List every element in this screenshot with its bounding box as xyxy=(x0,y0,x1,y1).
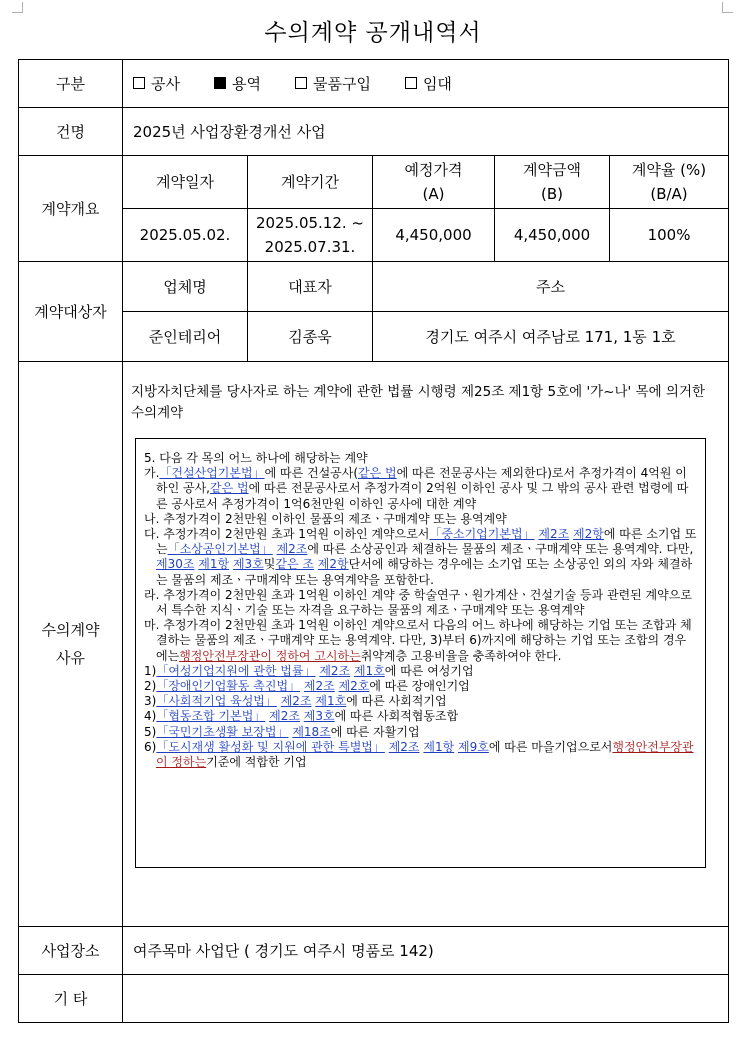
law-reference-link[interactable]: 제2항 xyxy=(317,557,349,572)
disclosure-table xyxy=(18,59,729,1023)
site-label: 사업장소 xyxy=(19,927,123,975)
name-label: 건명 xyxy=(19,108,123,156)
reason-intro: 지방자치단체를 당사자로 하는 계약에 관한 법률 시행령 제25조 제1항 5호에 '가~나' 목에 의거한 수의계약 xyxy=(131,384,706,421)
reason-line: 6)「도시재생 활성화 및 지원에 관한 특별법」 제2조 제1항 제9호에 따른 마을기업으로서행정안전부장관이 정하는기준에 적합한 기업 xyxy=(144,739,694,770)
reason-line: 5)「국민기초생활 보장법」 제18조에 따른 자활기업 xyxy=(144,724,420,739)
reason-label: 수의계약 사유 xyxy=(19,362,123,927)
category-option-label: 용역 xyxy=(231,75,261,93)
reason-line: 2)「장애인기업활동 촉진법」 제2조 제2호에 따른 장애인기업 xyxy=(144,679,470,694)
law-reference-link[interactable]: 「협동조합 기본법」 xyxy=(156,709,266,724)
company-name: 준인테리어 xyxy=(123,312,248,362)
reason-line: 가.「건설산업기본법」에 따른 건설공사(같은 법에 따른 전문공사는 제외한다)로서 추정가격이 4억원 이하인 공사,같은 법에 따른 전문공사로서 추정가격이 2억원 이하인 공사 및 그 밖의 공사 관련 법령에 따른 공사로서 추정가격이 1억6천만원 이하인 공사에 대한 계약 xyxy=(144,466,689,511)
law-reference-link[interactable]: 제2조 xyxy=(388,739,420,754)
category-option xyxy=(214,73,261,94)
reason-line: 5. 다음 각 목의 어느 하나에 해당하는 계약 xyxy=(144,451,368,465)
category-option-label: 물품구입 xyxy=(312,75,371,93)
law-reference-link[interactable]: 제1호 xyxy=(315,694,347,709)
representative-name: 김종욱 xyxy=(248,312,373,362)
law-reference-link[interactable]: 「국민기초생활 보장법」 xyxy=(156,724,289,739)
reason-legal-text-box xyxy=(135,438,706,868)
header-contract-amount: 계약금액 (B) xyxy=(495,156,610,209)
law-reference-link[interactable]: 같은 법 xyxy=(358,466,397,481)
law-reference-link[interactable]: 제1항 xyxy=(423,739,455,754)
etc-label: 기 타 xyxy=(19,975,123,1023)
law-reference-link[interactable]: 제2조 xyxy=(538,527,570,542)
reason-cell xyxy=(123,362,729,927)
header-estimated-price: 예정가격 (A) xyxy=(373,156,495,209)
company-address: 경기도 여주시 여주남로 171, 1동 1호 xyxy=(373,312,729,362)
law-reference-link[interactable]: 같은 법 xyxy=(210,481,249,496)
law-reference-link[interactable]: 제3호 xyxy=(303,709,335,724)
law-reference-link[interactable]: 제2조 xyxy=(319,663,351,678)
period-start: 2025.05.12. ~ xyxy=(256,214,364,232)
checked-box-icon xyxy=(214,77,226,89)
notice-reference: 행정안전부장관이 정하여 고시하는 xyxy=(179,648,361,663)
reason-line: 4)「협동조합 기본법」 제2조 제3호에 따른 사회적협동조합 xyxy=(144,709,459,724)
law-reference-link[interactable]: 제30조 xyxy=(156,557,195,572)
category-option xyxy=(405,73,452,94)
notice-reference: 행정안전부장관이 정하는 xyxy=(156,739,694,770)
law-reference-link[interactable]: 「소상공인기본법」 xyxy=(167,542,273,557)
law-reference-link[interactable]: 제1항 xyxy=(198,557,230,572)
page-corner-mark-right xyxy=(722,2,733,13)
header-representative: 대표자 xyxy=(248,262,373,312)
category-option-label: 공사 xyxy=(151,75,180,93)
reason-line: 다. 추정가격이 2천만원 초과 1억원 이하인 계약으로서「중소기업기본법」 제2조 제2항에 따른 소기업 또는「소상공인기본법」 제2조에 따른 소상공인과 체결하는 물품의 제조ㆍ구매계약 또는 용역계약. 다만,제30조 제1항 제3호및같은 조 제2항단서에 해당하는 경우에는 소기업 또는 소상공인 외의 자와 체결하는 물품의 제조ㆍ구매계약 또는 용역계약을 포함한다. xyxy=(144,527,697,587)
estimated-price: 4,450,000 xyxy=(373,209,495,262)
period-end: 2025.07.31. xyxy=(264,238,356,256)
category-option xyxy=(133,73,180,94)
law-reference-link[interactable]: 제2조 xyxy=(276,542,308,557)
party-label: 계약대상자 xyxy=(19,262,123,362)
law-reference-link[interactable]: 「중소기업기본법」 xyxy=(429,527,535,542)
reason-line: 3)「사회적기업 육성법」 제2조 제1호에 따른 사회적기업 xyxy=(144,694,447,709)
unchecked-box-icon xyxy=(405,77,417,89)
header-address: 주소 xyxy=(373,262,729,312)
header-contract-date: 계약일자 xyxy=(123,156,248,209)
unchecked-box-icon xyxy=(133,77,145,89)
law-reference-link[interactable]: 「도시재생 활성화 및 지원에 관한 특별법」 xyxy=(156,739,385,754)
law-reference-link[interactable]: 제1호 xyxy=(353,663,385,678)
header-company: 업체명 xyxy=(123,262,248,312)
unchecked-box-icon xyxy=(295,77,307,89)
law-reference-link[interactable]: 제2조 xyxy=(303,679,335,694)
category-options xyxy=(123,60,729,108)
project-name: 2025년 사업장환경개선 사업 xyxy=(123,108,729,156)
contract-rate: 100% xyxy=(610,209,729,262)
law-reference-link[interactable]: 제9호 xyxy=(458,739,489,754)
law-reference-link[interactable]: 제2항 xyxy=(573,527,604,542)
law-reference-link[interactable]: 「여성기업지원에 관한 법률」 xyxy=(156,663,316,678)
law-reference-link[interactable]: 「사회적기업 육성법」 xyxy=(156,694,277,709)
law-reference-link[interactable]: 제2조 xyxy=(269,709,300,724)
reason-line: 마. 추정가격이 2천만원 초과 1억원 이하인 계약으로서 다음의 어느 하나에 해당하는 기업 또는 조합과 체결하는 물품의 제조ㆍ구매계약 또는 용역계약. 다만, 3)부터 6)까지에 해당하는 기업 또는 조합의 경우에는행정안전부장관이 정하여 고시하는취약계층 고용비율을 충족하여야 한다. xyxy=(144,618,692,663)
category-option xyxy=(295,73,371,94)
law-reference-link[interactable]: 같은 조 xyxy=(275,557,314,572)
contract-period xyxy=(248,209,373,262)
law-reference-link[interactable]: 「장애인기업활동 촉진법」 xyxy=(156,679,301,694)
law-reference-link[interactable]: 「건설산업기본법」 xyxy=(159,466,265,481)
header-contract-period: 계약기간 xyxy=(248,156,373,209)
overview-label: 계약개요 xyxy=(19,156,123,262)
reason-line: 라. 추정가격이 2천만원 초과 1억원 이하인 계약 중 학술연구ㆍ원가계산ㆍ건설기술 등과 관련된 계약으로서 특수한 지식ㆍ기술 또는 자격을 요구하는 물품의 제조ㆍ구매계약 또는 용역계약 xyxy=(144,587,692,618)
etc-value xyxy=(123,975,729,1023)
document-title: 수의계약 공개내역서 xyxy=(264,20,482,46)
page-corner-mark-left xyxy=(12,2,23,13)
law-reference-link[interactable]: 제3호 xyxy=(232,557,264,572)
category-label: 구분 xyxy=(19,60,123,108)
category-option-label: 임대 xyxy=(422,75,452,93)
header-contract-rate: 계약율 (%) (B/A) xyxy=(610,156,729,209)
law-reference-link[interactable]: 제18조 xyxy=(292,724,331,739)
reason-line: 1)「여성기업지원에 관한 법률」 제2조 제1호에 따른 여성기업 xyxy=(144,663,474,678)
reason-line: 나. 추정가격이 2천만원 이하인 물품의 제조ㆍ구매계약 또는 용역계약 xyxy=(144,511,507,526)
law-reference-link[interactable]: 제2조 xyxy=(280,694,312,709)
law-reference-link[interactable]: 제2호 xyxy=(338,679,370,694)
contract-amount: 4,450,000 xyxy=(495,209,610,262)
contract-date: 2025.05.02. xyxy=(123,209,248,262)
business-site: 여주목마 사업단 ( 경기도 여주시 명품로 142) xyxy=(123,927,729,975)
